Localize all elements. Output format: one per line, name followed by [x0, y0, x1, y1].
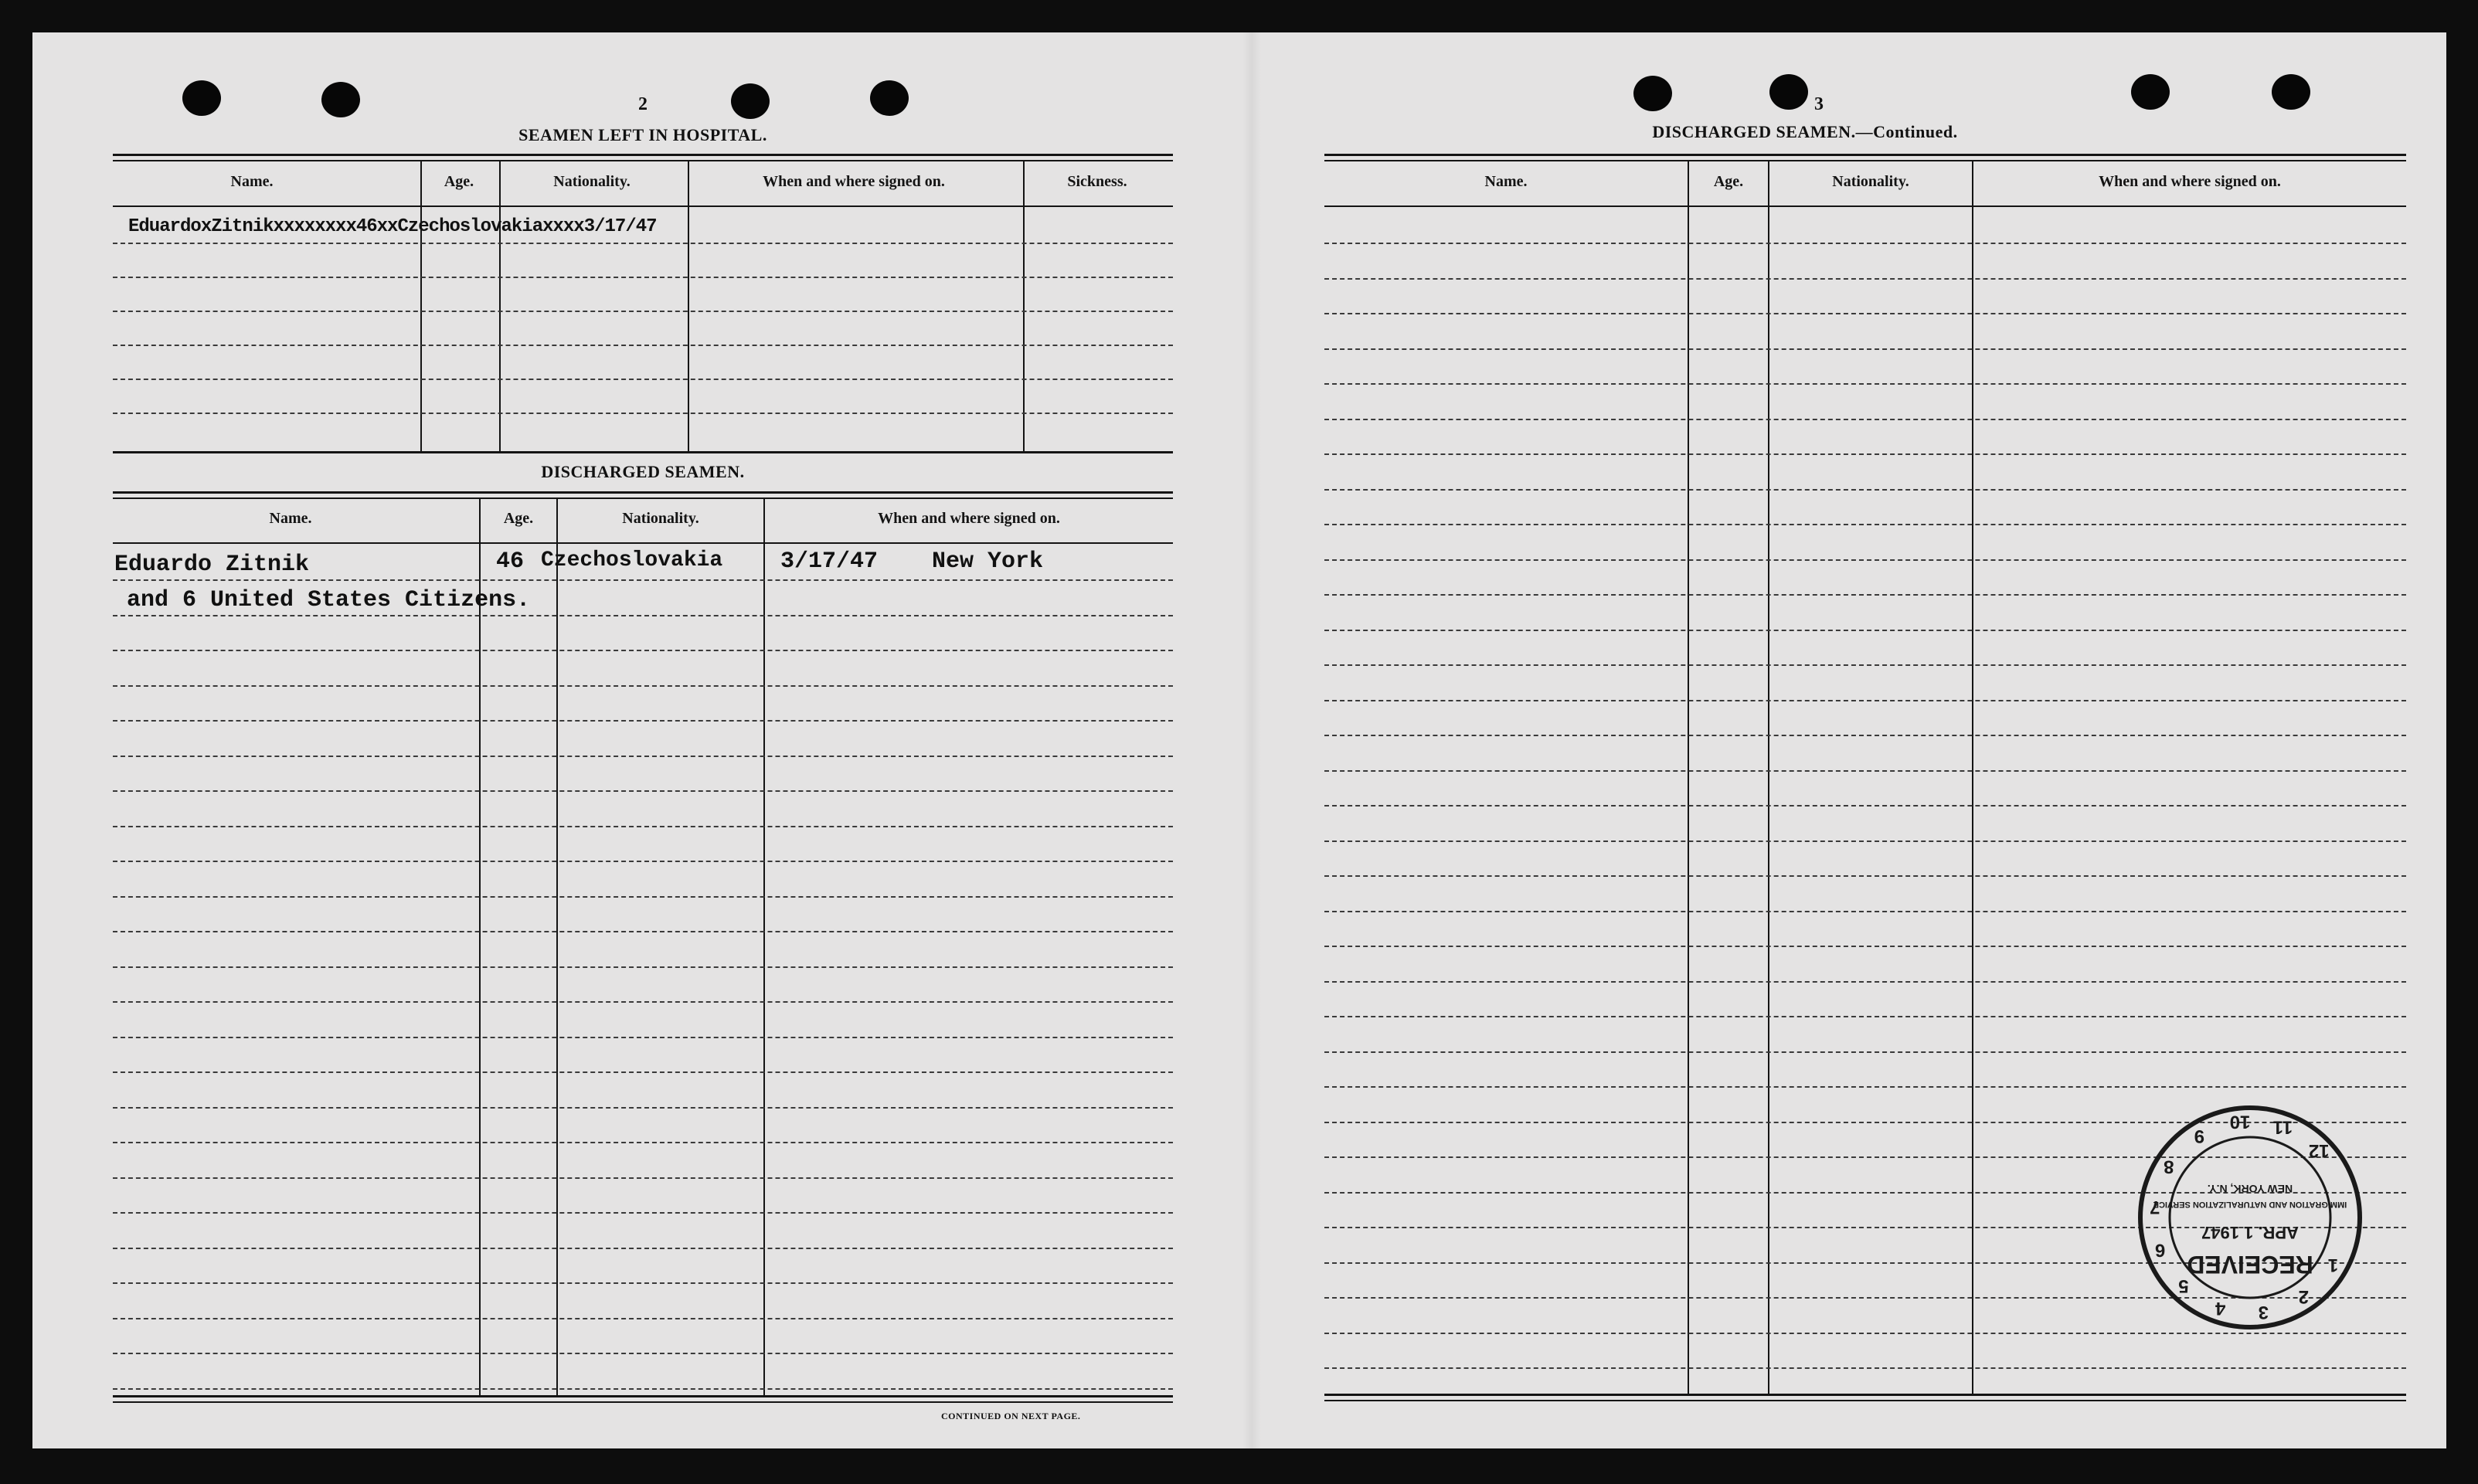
table-rule	[113, 205, 1173, 207]
ruled-line	[1324, 664, 2406, 666]
column-divider	[1768, 161, 1769, 1394]
table-rule	[113, 160, 1173, 161]
punch-hole	[1633, 76, 1672, 111]
column-divider	[1972, 161, 1973, 1394]
punch-hole	[182, 80, 221, 116]
ruled-line	[1324, 524, 2406, 525]
ruled-line	[1324, 700, 2406, 701]
column-divider	[420, 161, 422, 451]
stamp-hour: 7	[2150, 1197, 2160, 1217]
table-rule	[1324, 1394, 2406, 1396]
signed-on-place: New York	[932, 548, 1044, 575]
ruled-line	[113, 1282, 1173, 1284]
col-header-signed-on: When and where signed on.	[878, 510, 1060, 527]
col-header-age: Age.	[444, 173, 474, 190]
ruled-line	[1324, 735, 2406, 736]
ruled-line	[113, 931, 1173, 932]
stamp-place: NEW YORK, N.Y.	[2207, 1183, 2293, 1195]
col-header-nationality: Nationality.	[622, 510, 699, 527]
ruled-line	[113, 685, 1173, 687]
ruled-line	[113, 1001, 1173, 1003]
ruled-line	[113, 1318, 1173, 1319]
ruled-line	[1324, 805, 2406, 807]
table-rule	[113, 451, 1173, 453]
page-fold	[1242, 32, 1261, 1448]
stamp-hour: 1	[2327, 1255, 2339, 1275]
discharged-section-title: DISCHARGED SEAMEN.	[541, 462, 745, 481]
ruled-line	[1324, 453, 2406, 455]
ruled-line	[1324, 594, 2406, 596]
ruled-line	[113, 1107, 1173, 1109]
punch-hole	[731, 83, 770, 119]
col-header-age: Age.	[503, 510, 534, 527]
ruled-line	[113, 861, 1173, 862]
page-number: 2	[638, 94, 648, 114]
column-divider	[688, 161, 689, 451]
hospital-section-title: SEAMEN LEFT IN HOSPITAL.	[518, 125, 767, 144]
seaman-nationality: Czechoslovakia	[541, 548, 723, 572]
ruled-line	[113, 243, 1173, 244]
punch-hole	[2131, 74, 2170, 110]
col-header-sickness: Sickness.	[1067, 173, 1127, 190]
seaman-name: Eduardo Zitnik	[114, 552, 310, 578]
stamp-hour: 4	[2215, 1297, 2226, 1319]
punch-hole	[2272, 74, 2310, 110]
received-stamp	[2119, 1102, 2381, 1333]
ruled-line	[113, 1212, 1173, 1214]
col-header-age: Age.	[1713, 173, 1744, 190]
stamp-word: RECEIVED	[2187, 1251, 2313, 1279]
col-header-name: Name.	[230, 173, 274, 190]
stamp-hour: 8	[2164, 1156, 2174, 1177]
col-header-signed-on: When and where signed on.	[763, 173, 945, 190]
ruled-line	[1324, 243, 2406, 244]
ruled-line	[1324, 419, 2406, 420]
column-divider	[763, 499, 765, 1395]
column-divider	[556, 499, 558, 1395]
column-divider	[479, 499, 481, 1395]
struck-out-entry: EduardoxZitnikxxxxxxxx46xxCzechoslovakiaxxxx3/17/47	[128, 216, 657, 237]
ruled-line	[1324, 278, 2406, 280]
ruled-line	[1324, 489, 2406, 491]
stamp-hour: 9	[2194, 1125, 2204, 1146]
page-number: 3	[1814, 94, 1824, 114]
table-rule	[113, 154, 1173, 156]
table-rule	[1324, 154, 2406, 156]
ruled-line	[113, 1177, 1173, 1179]
col-header-nationality: Nationality.	[553, 173, 631, 190]
ruled-line	[113, 579, 1173, 581]
ruled-line	[1324, 630, 2406, 631]
stamp-hour: 10	[2229, 1111, 2251, 1133]
stamp-hour: 6	[2154, 1239, 2166, 1261]
table-rule	[113, 497, 1173, 499]
table-rule	[113, 1395, 1173, 1397]
discharged-continued-title: DISCHARGED SEAMEN.—Continued.	[1652, 122, 1958, 141]
ruled-line	[1324, 911, 2406, 912]
table-rule	[1324, 160, 2406, 161]
document-sheet	[32, 32, 2446, 1448]
ruled-line	[113, 790, 1173, 792]
ruled-line	[113, 1071, 1173, 1073]
ruled-line	[113, 720, 1173, 722]
ruled-line	[1324, 348, 2406, 350]
column-divider	[1023, 161, 1025, 451]
ruled-line	[113, 615, 1173, 616]
table-rule	[113, 491, 1173, 494]
table-rule	[1324, 1400, 2406, 1401]
ruled-line	[113, 1142, 1173, 1143]
ruled-line	[1324, 770, 2406, 772]
stamp-hour: 3	[2258, 1301, 2269, 1323]
ruled-line	[113, 896, 1173, 898]
ruled-line	[113, 756, 1173, 757]
ruled-line	[113, 277, 1173, 278]
ruled-line	[113, 1248, 1173, 1249]
ruled-line	[113, 966, 1173, 968]
ruled-line	[1324, 1367, 2406, 1369]
citizens-note: and 6 United States Citizens.	[127, 587, 531, 613]
ruled-line	[1324, 840, 2406, 842]
table-rule	[113, 1401, 1173, 1403]
ruled-line	[113, 311, 1173, 312]
stamp-hour: 5	[2178, 1275, 2189, 1297]
punch-hole	[870, 80, 909, 116]
ruled-line	[1324, 981, 2406, 983]
col-header-name: Name.	[1484, 173, 1528, 190]
ruled-line	[1324, 875, 2406, 877]
ruled-line	[113, 345, 1173, 346]
ruled-line	[113, 1353, 1173, 1354]
column-divider	[499, 161, 501, 451]
ruled-line	[113, 379, 1173, 380]
column-divider	[1688, 161, 1689, 1394]
stamp-hour: 11	[2272, 1116, 2293, 1138]
ruled-line	[1324, 1016, 2406, 1017]
ruled-line	[1324, 1086, 2406, 1088]
punch-hole	[321, 82, 360, 117]
col-header-nationality: Nationality.	[1832, 173, 1909, 190]
stamp-date: APR. 1 1947	[2201, 1223, 2299, 1242]
seaman-age: 46	[496, 548, 525, 575]
ruled-line	[1324, 313, 2406, 314]
ruled-line	[113, 413, 1173, 414]
col-header-signed-on: When and where signed on.	[2099, 173, 2281, 190]
ruled-line	[113, 650, 1173, 651]
ruled-line	[1324, 946, 2406, 947]
stamp-hour: 12	[2308, 1139, 2330, 1161]
ruled-line	[113, 1037, 1173, 1038]
ruled-line	[113, 826, 1173, 827]
stamp-office: IMMIGRATION AND NATURALIZATION SERVICE	[2153, 1200, 2347, 1209]
col-header-name: Name.	[269, 510, 312, 527]
ruled-line	[1324, 383, 2406, 385]
continued-note: CONTINUED ON NEXT PAGE.	[941, 1411, 1081, 1421]
stamp-hour: 2	[2298, 1285, 2309, 1307]
ruled-line	[1324, 1051, 2406, 1053]
table-rule	[113, 542, 1173, 544]
ruled-line	[113, 1388, 1173, 1390]
signed-on-date: 3/17/47	[780, 548, 879, 575]
table-rule	[1324, 205, 2406, 207]
ruled-line	[1324, 559, 2406, 561]
